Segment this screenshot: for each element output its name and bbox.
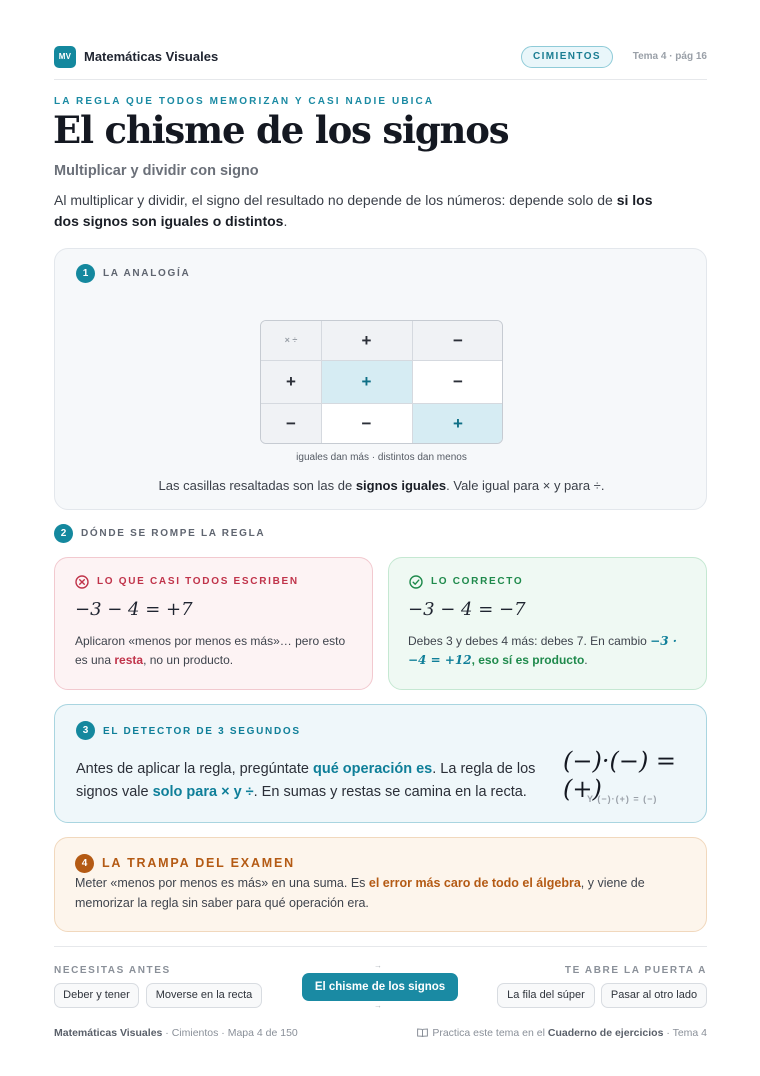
right-math: −3 · −4 = +12 [408, 634, 677, 667]
next-topics-label: TE ABRE LA PUERTA A [564, 965, 707, 976]
table-caption: iguales dan más · distintos dan menos [296, 452, 467, 463]
current-topic-chip[interactable]: El chisme de los signos [302, 973, 458, 1001]
intro-text: Al multiplicar y dividir, el signo del resultado no depende de los números: depende solo de [54, 192, 617, 208]
book-icon [417, 1028, 428, 1037]
practice-text: · Tema 4 [663, 1027, 707, 1039]
page-reference: Tema 4 · pág 16 [632, 51, 707, 62]
right-explanation [408, 632, 693, 670]
x-circle-icon [75, 575, 89, 589]
table-cell: − [453, 372, 463, 391]
detector-text [76, 758, 556, 804]
footer-brand [54, 1027, 298, 1039]
footer-meta: · Cimientos · Mapa 4 de 150 [162, 1027, 298, 1039]
right-emphasis: , eso sí es producto [471, 653, 585, 667]
table-cell-highlight: + [412, 403, 503, 444]
wrong-label: LO QUE CASI TODOS ESCRIBEN [97, 576, 299, 587]
wrong-card [54, 557, 373, 690]
note-emphasis: signos iguales [355, 478, 447, 493]
practice-text: Practica este tema en el [432, 1027, 548, 1039]
prereq-chip-moverse-en-la-recta[interactable]: Moverse en la recta [146, 983, 262, 1008]
detector-sentence: . La regla de los signos vale [76, 761, 536, 800]
intro-emphasis: si los dos signos son iguales o distintos [54, 192, 653, 229]
table-divider [261, 403, 503, 404]
table-row-header: + [261, 360, 321, 403]
right-label: LO CORRECTO [431, 576, 524, 587]
exam-trap-text [75, 873, 685, 913]
intro-paragraph [54, 190, 664, 232]
table-divider [412, 321, 413, 444]
sign-table [260, 320, 503, 444]
detector-card [54, 704, 707, 823]
section-number-1: 1 [76, 264, 95, 283]
note-text: Las casillas resaltadas son las de [158, 478, 356, 493]
level-badge[interactable]: CIMIENTOS [521, 46, 613, 68]
page-header [54, 45, 707, 69]
page-title: El chisme de los signos [53, 108, 509, 152]
table-col-header: − [412, 321, 503, 360]
formula-note: Y (−)·(+) = (−) [587, 794, 658, 804]
nav-divider [54, 946, 707, 947]
analogy-card [54, 248, 707, 510]
sign-rule-formula: (−)·(−) = (+) [563, 747, 677, 803]
table-row-header: − [261, 403, 321, 444]
section-number-4: 4 [75, 854, 94, 873]
prereq-chip-deber-y-tener[interactable]: Deber y tener [54, 983, 139, 1008]
check-circle-icon [409, 575, 423, 589]
table-corner: × ÷ [261, 321, 321, 360]
trap-emphasis: el error más caro de todo el álgebra [368, 876, 581, 890]
wrong-explanation [75, 632, 360, 670]
footer-brand-name: Matemáticas Visuales [54, 1027, 163, 1039]
page-subtitle: Multiplicar y dividir con signo [54, 163, 259, 179]
section-number-2: 2 [54, 524, 73, 543]
workbook-link[interactable]: Cuaderno de ejercicios [547, 1027, 664, 1039]
note-text: . Vale igual para × y para ÷. [446, 478, 605, 493]
app-name[interactable]: Matemáticas Visuales [84, 49, 219, 64]
arrow-icon: → [374, 961, 382, 970]
next-chip-pasar-al-otro-lado[interactable]: Pasar al otro lado [601, 983, 707, 1008]
next-chip-la-fila-del-super[interactable]: La fila del súper [497, 983, 595, 1008]
intro-end: . [283, 213, 288, 229]
table-cell-highlight: + [321, 360, 412, 403]
table-cell: − [361, 414, 372, 433]
wrong-emphasis: resta [114, 653, 144, 667]
wrong-text: , no un producto. [143, 653, 234, 667]
analogy-note [55, 478, 708, 493]
detector-sentence: Antes de aplicar la regla, pregúntate [76, 761, 313, 777]
kicker: LA REGLA QUE TODOS MEMORIZAN Y CASI NADIE UBICA [54, 96, 435, 107]
analogy-label: LA ANALOGÍA [103, 268, 191, 279]
table-divider [261, 360, 503, 361]
header-divider [54, 79, 707, 80]
right-card [388, 557, 707, 690]
prerequisites-label: NECESITAS ANTES [54, 965, 171, 976]
footer-practice [417, 1027, 707, 1039]
exam-trap-card [54, 837, 707, 932]
exam-trap-label: LA TRAMPA DEL EXAMEN [102, 856, 295, 870]
detector-emphasis: solo para × y ÷ [152, 784, 254, 800]
section-number-3: 3 [76, 721, 95, 740]
table-col-header: + [321, 321, 412, 360]
arrow-icon: → [374, 1001, 382, 1010]
table-divider [321, 321, 322, 444]
app-logo[interactable]: MV [54, 46, 76, 68]
trap-sentence: Meter «menos por menos es más» en una suma. Es [75, 876, 369, 890]
trap-sentence: , y viene de memorizar la regla sin saber para qué operación era. [75, 876, 645, 910]
wrong-text: Aplicaron «menos por menos es más»… pero esto es una [75, 634, 346, 667]
detector-emphasis: qué operación es [312, 761, 433, 777]
detector-sentence: . En sumas y restas se camina en la recta. [253, 784, 527, 800]
right-formula: −3 − 4 = −7 [408, 599, 526, 620]
detector-label: EL DETECTOR DE 3 SEGUNDOS [103, 726, 301, 737]
right-text: Debes 3 y debes 4 más: debes 7. En cambio [408, 634, 651, 648]
wrong-formula: −3 − 4 = +7 [75, 599, 193, 620]
break-label: DÓNDE SE ROMPE LA REGLA [81, 528, 266, 539]
right-text: . [584, 653, 588, 667]
